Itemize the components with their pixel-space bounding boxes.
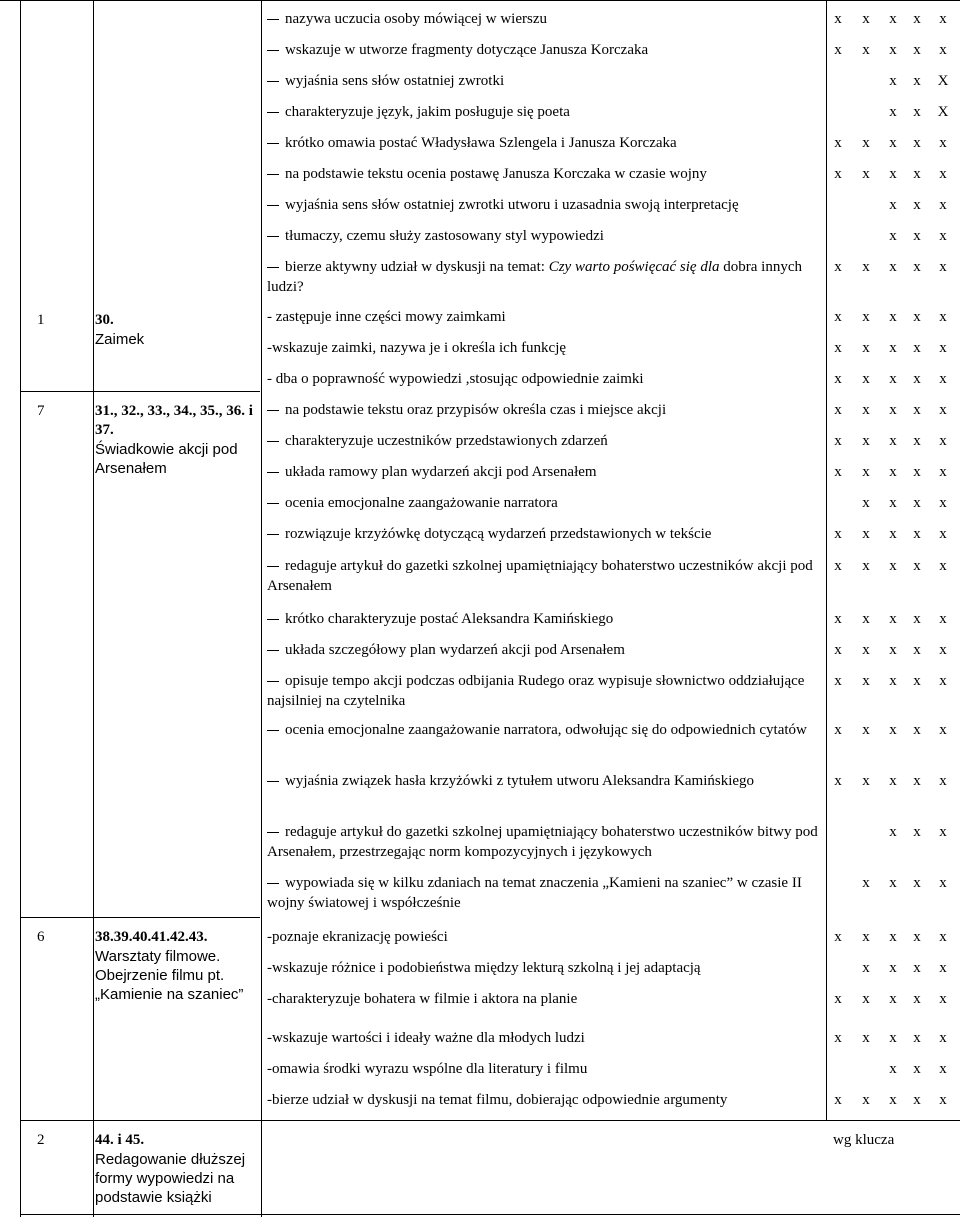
grade-mark: x — [913, 464, 921, 480]
grade-mark: x — [939, 340, 947, 356]
grade-mark: x — [889, 929, 897, 945]
grade-mark: x — [889, 875, 897, 891]
dash-marker — [267, 472, 279, 473]
grade-mark: x — [862, 11, 870, 27]
dash-marker — [267, 81, 279, 82]
grade-mark: x — [834, 340, 842, 356]
dash-marker — [267, 503, 279, 504]
grade-mark: x — [889, 773, 897, 789]
dash-marker — [267, 112, 279, 113]
grade-mark: x — [913, 875, 921, 891]
grade-mark: x — [834, 259, 842, 275]
grade-mark: x — [834, 1092, 842, 1108]
grade-mark: x — [939, 722, 947, 738]
grid-line-sec3 — [20, 917, 260, 918]
grade-mark: x — [862, 526, 870, 542]
key-note: wg klucza — [833, 1132, 895, 1148]
grade-mark: x — [939, 673, 947, 689]
grade-mark: x — [889, 526, 897, 542]
grade-mark: x — [939, 135, 947, 151]
lesson-title: Zaimek — [95, 331, 145, 348]
lesson-info — [95, 311, 265, 349]
grade-mark: x — [939, 824, 947, 840]
grade-mark: x — [834, 611, 842, 627]
grade-mark: x — [834, 11, 842, 27]
grade-mark: x — [862, 402, 870, 418]
grade-mark: x — [889, 340, 897, 356]
grade-mark: x — [889, 824, 897, 840]
grade-mark: x — [913, 259, 921, 275]
grade-mark: x — [889, 558, 897, 574]
grid-line-bottom — [20, 1214, 960, 1215]
grade-mark: x — [889, 309, 897, 325]
italic-topic: Czy warto poświęcać się dla — [548, 259, 720, 275]
requirement-text: -wskazuje różnice i podobieństwa między lekturą szkolną i jej adaptacją — [267, 960, 701, 976]
grade-mark: x — [862, 259, 870, 275]
hours-count: 7 — [37, 403, 45, 419]
grade-mark: x — [889, 1092, 897, 1108]
lesson-title: Świadkowie akcji pod Arsenałem — [95, 441, 238, 477]
grade-mark: x — [862, 42, 870, 58]
lesson-info — [95, 402, 265, 478]
dash-marker — [267, 267, 279, 268]
grade-mark: x — [913, 340, 921, 356]
grade-mark: x — [834, 433, 842, 449]
hours-count: 6 — [37, 929, 45, 945]
grade-mark: x — [939, 960, 947, 976]
grade-mark: x — [889, 495, 897, 511]
grade-mark: x — [913, 104, 921, 120]
grade-mark: x — [939, 991, 947, 1007]
grade-mark: x — [862, 1092, 870, 1108]
grade-mark: x — [913, 824, 921, 840]
grade-mark: x — [913, 197, 921, 213]
grade-mark: x — [862, 611, 870, 627]
grade-mark: x — [834, 642, 842, 658]
grid-line-top — [0, 0, 960, 1]
grade-mark: x — [939, 526, 947, 542]
grade-mark: x — [889, 166, 897, 182]
grade-mark: x — [889, 1030, 897, 1046]
grade-mark: x — [862, 371, 870, 387]
grade-mark: x — [939, 875, 947, 891]
grade-mark: x — [889, 722, 897, 738]
dash-marker — [267, 650, 279, 651]
grade-mark: x — [889, 104, 897, 120]
grade-mark: x — [834, 991, 842, 1007]
dash-marker — [267, 619, 279, 620]
grade-mark: x — [834, 1030, 842, 1046]
grade-mark: x — [913, 42, 921, 58]
lesson-title: Warsztaty filmowe. Obejrzenie filmu pt. „Kamienie na szaniec” — [95, 948, 244, 1003]
dash-marker — [267, 566, 279, 567]
grade-mark: x — [834, 309, 842, 325]
grade-mark: x — [889, 991, 897, 1007]
lesson-title: Redagowanie dłuższej formy wypowiedzi na podstawie książki — [95, 1151, 246, 1206]
grid-line-num — [93, 0, 94, 1217]
requirement-text: układa ramowy plan wydarzeń akcji pod Arsenałem — [267, 462, 827, 482]
grade-mark: x — [834, 135, 842, 151]
grade-mark: x — [862, 309, 870, 325]
grade-mark: x — [939, 259, 947, 275]
grade-mark: x — [913, 1061, 921, 1077]
grade-mark: x — [939, 42, 947, 58]
grade-mark: x — [913, 773, 921, 789]
dash-marker — [267, 883, 279, 884]
grade-mark: x — [913, 309, 921, 325]
grade-mark: x — [939, 433, 947, 449]
grade-mark: x — [939, 197, 947, 213]
requirement-text: wyjaśnia sens słów ostatniej zwrotki — [267, 71, 827, 91]
dash-marker — [267, 441, 279, 442]
grade-mark: x — [862, 558, 870, 574]
grade-mark: x — [939, 1092, 947, 1108]
grade-mark: x — [889, 1061, 897, 1077]
lesson-number: 31., 32., 33., 34., 35., 36. i 37. — [95, 403, 253, 438]
grade-mark: X — [937, 73, 949, 89]
grade-mark: x — [834, 371, 842, 387]
dash-marker — [267, 681, 279, 682]
lesson-number: 30. — [95, 312, 114, 328]
dash-marker — [267, 236, 279, 237]
dash-marker — [267, 143, 279, 144]
lesson-number: 38.39.40.41.42.43. — [95, 929, 208, 945]
grade-mark: x — [862, 875, 870, 891]
dash-marker — [267, 19, 279, 20]
grade-mark: x — [862, 773, 870, 789]
grade-mark: x — [913, 526, 921, 542]
grade-mark: x — [913, 558, 921, 574]
grade-mark: x — [913, 929, 921, 945]
grade-mark: x — [939, 11, 947, 27]
grade-mark: x — [862, 433, 870, 449]
requirement-text: tłumaczy, czemu służy zastosowany styl wypowiedzi — [267, 226, 827, 246]
dash-marker — [267, 205, 279, 206]
grade-mark: x — [913, 495, 921, 511]
grade-mark: x — [889, 611, 897, 627]
grade-mark: x — [834, 42, 842, 58]
grade-mark: x — [862, 960, 870, 976]
grade-mark: x — [913, 642, 921, 658]
requirement-text: redaguje artykuł do gazetki szkolnej upamiętniający bohaterstwo uczestników akcji pod Arsenałem — [267, 558, 813, 594]
grade-mark: x — [939, 1061, 947, 1077]
requirement-text: ocenia emocjonalne zaangażowanie narratora, odwołując się do odpowiednich cytatów — [267, 720, 827, 740]
grade-mark: x — [889, 371, 897, 387]
requirement-text: krótko omawia postać Władysława Szlengela i Janusza Korczaka — [267, 133, 827, 153]
requirement-text: na podstawie tekstu oraz przypisów określa czas i miejsce akcji — [267, 400, 827, 420]
grid-line-left — [20, 0, 21, 1217]
grade-mark: x — [834, 722, 842, 738]
grade-mark: x — [913, 673, 921, 689]
grid-line-lesson — [261, 0, 262, 1217]
requirement-text: rozwiązuje krzyżówkę dotyczącą wydarzeń przedstawionych w tekście — [267, 524, 827, 544]
grade-mark: x — [862, 340, 870, 356]
grade-mark: x — [939, 402, 947, 418]
dash-marker — [267, 50, 279, 51]
requirement-text: nazywa uczucia osoby mówiącej w wierszu — [267, 9, 827, 29]
grade-mark: x — [889, 42, 897, 58]
requirement-text: -poznaje ekranizację powieści — [267, 929, 448, 945]
grade-mark: x — [889, 11, 897, 27]
grade-mark: x — [889, 960, 897, 976]
grade-mark: x — [939, 166, 947, 182]
grade-mark: x — [939, 558, 947, 574]
grade-mark: x — [862, 166, 870, 182]
grade-mark: x — [862, 929, 870, 945]
grade-mark: x — [913, 11, 921, 27]
grade-mark: x — [834, 402, 842, 418]
requirement-text: -charakteryzuje bohatera w filmie i aktora na planie — [267, 991, 578, 1007]
grade-mark: x — [834, 526, 842, 542]
grade-mark: x — [913, 135, 921, 151]
requirement-text: -omawia środki wyrazu wspólne dla literatury i filmu — [267, 1061, 588, 1077]
grade-mark: x — [939, 773, 947, 789]
requirement-text: ocenia emocjonalne zaangażowanie narratora — [267, 493, 827, 513]
grade-mark: x — [913, 371, 921, 387]
requirement-text: wyjaśnia sens słów ostatniej zwrotki utworu i uzasadnia swoją interpretację — [267, 195, 827, 215]
dash-marker — [267, 534, 279, 535]
dash-marker — [267, 832, 279, 833]
requirement-text: - zastępuje inne części mowy zaimkami — [267, 309, 506, 325]
grade-mark: x — [939, 495, 947, 511]
grade-mark: x — [834, 673, 842, 689]
requirement-text: wyjaśnia związek hasła krzyżówki z tytułem utworu Aleksandra Kamińskiego — [267, 771, 827, 791]
grade-mark: x — [889, 673, 897, 689]
requirement-text: redaguje artykuł do gazetki szkolnej upamiętniający bohaterstwo uczestników bitwy pod Arsenałem, przestrzegając norm kompozycyjnych i językowych — [267, 824, 818, 860]
grade-mark: x — [939, 642, 947, 658]
grade-mark: x — [889, 197, 897, 213]
grade-mark: x — [862, 673, 870, 689]
grade-mark: x — [862, 1030, 870, 1046]
requirement-text: wskazuje w utworze fragmenty dotyczące Janusza Korczaka — [267, 40, 827, 60]
dash-marker — [267, 781, 279, 782]
grade-mark: x — [862, 642, 870, 658]
requirement-text: krótko charakteryzuje postać Aleksandra Kamińskiego — [267, 609, 827, 629]
grade-mark: x — [834, 166, 842, 182]
grade-mark: x — [834, 929, 842, 945]
requirement-text: bierze aktywny udział w dyskusji na temat: Czy warto poświęcać się dla dobra innych ludzi? — [267, 259, 802, 295]
requirement-text: charakteryzuje język, jakim posługuje się poeta — [267, 102, 827, 122]
grade-mark: x — [889, 642, 897, 658]
dash-marker — [267, 410, 279, 411]
grade-mark: x — [913, 433, 921, 449]
grade-mark: x — [913, 1030, 921, 1046]
grade-mark: x — [913, 991, 921, 1007]
grade-mark: x — [913, 73, 921, 89]
grade-mark: x — [889, 402, 897, 418]
grade-mark: x — [939, 929, 947, 945]
dash-marker — [267, 730, 279, 731]
grade-mark: x — [862, 495, 870, 511]
grade-mark: x — [913, 722, 921, 738]
lesson-info — [95, 1131, 265, 1207]
grade-mark: x — [889, 464, 897, 480]
lesson-number: 44. i 45. — [95, 1132, 145, 1148]
grade-mark: x — [862, 135, 870, 151]
requirement-text: opisuje tempo akcji podczas odbijania Rudego oraz wypisuje słownictwo oddziałujące najsilniej na czytelnika — [267, 673, 805, 709]
grade-mark: x — [913, 960, 921, 976]
grade-mark: x — [913, 166, 921, 182]
lesson-info — [95, 928, 265, 1004]
grade-mark: x — [939, 464, 947, 480]
grade-mark: x — [913, 611, 921, 627]
grade-mark: x — [939, 309, 947, 325]
requirement-text: -wskazuje wartości i ideały ważne dla młodych ludzi — [267, 1030, 585, 1046]
grade-mark: x — [889, 433, 897, 449]
requirement-text: układa szczegółowy plan wydarzeń akcji pod Arsenałem — [267, 640, 827, 660]
grade-mark: x — [834, 558, 842, 574]
grid-line-sec4 — [20, 1120, 960, 1121]
requirement-text: -wskazuje zaimki, nazywa je i określa ich funkcję — [267, 340, 567, 356]
grade-mark: x — [889, 73, 897, 89]
grade-mark: x — [889, 228, 897, 244]
hours-count: 2 — [37, 1132, 45, 1148]
grade-mark: x — [939, 371, 947, 387]
grade-mark: X — [937, 104, 949, 120]
grade-mark: x — [939, 1030, 947, 1046]
grade-mark: x — [834, 464, 842, 480]
requirement-text: charakteryzuje uczestników przedstawionych zdarzeń — [267, 431, 827, 451]
dash-marker — [267, 174, 279, 175]
grade-mark: x — [889, 259, 897, 275]
requirement-text: wypowiada się w kilku zdaniach na temat znaczenia „Kamieni na szaniec” w czasie II wojny światowej i współcześnie — [267, 875, 802, 911]
requirement-text: - dba o poprawność wypowiedzi ,stosując odpowiednie zaimki — [267, 371, 644, 387]
grade-mark: x — [834, 773, 842, 789]
grade-mark: x — [913, 1092, 921, 1108]
requirement-text: -bierze udział w dyskusji na temat filmu, dobierając odpowiednie argumenty — [267, 1092, 728, 1108]
grade-mark: x — [862, 464, 870, 480]
grade-mark: x — [862, 991, 870, 1007]
grade-mark: x — [939, 611, 947, 627]
grade-mark: x — [913, 228, 921, 244]
grade-mark: x — [889, 135, 897, 151]
grid-line-sec2 — [20, 391, 260, 392]
requirement-text: na podstawie tekstu ocenia postawę Janusza Korczaka w czasie wojny — [267, 164, 827, 184]
grade-mark: x — [913, 402, 921, 418]
hours-count: 1 — [37, 312, 45, 328]
grade-mark: x — [862, 722, 870, 738]
grade-mark: x — [939, 228, 947, 244]
